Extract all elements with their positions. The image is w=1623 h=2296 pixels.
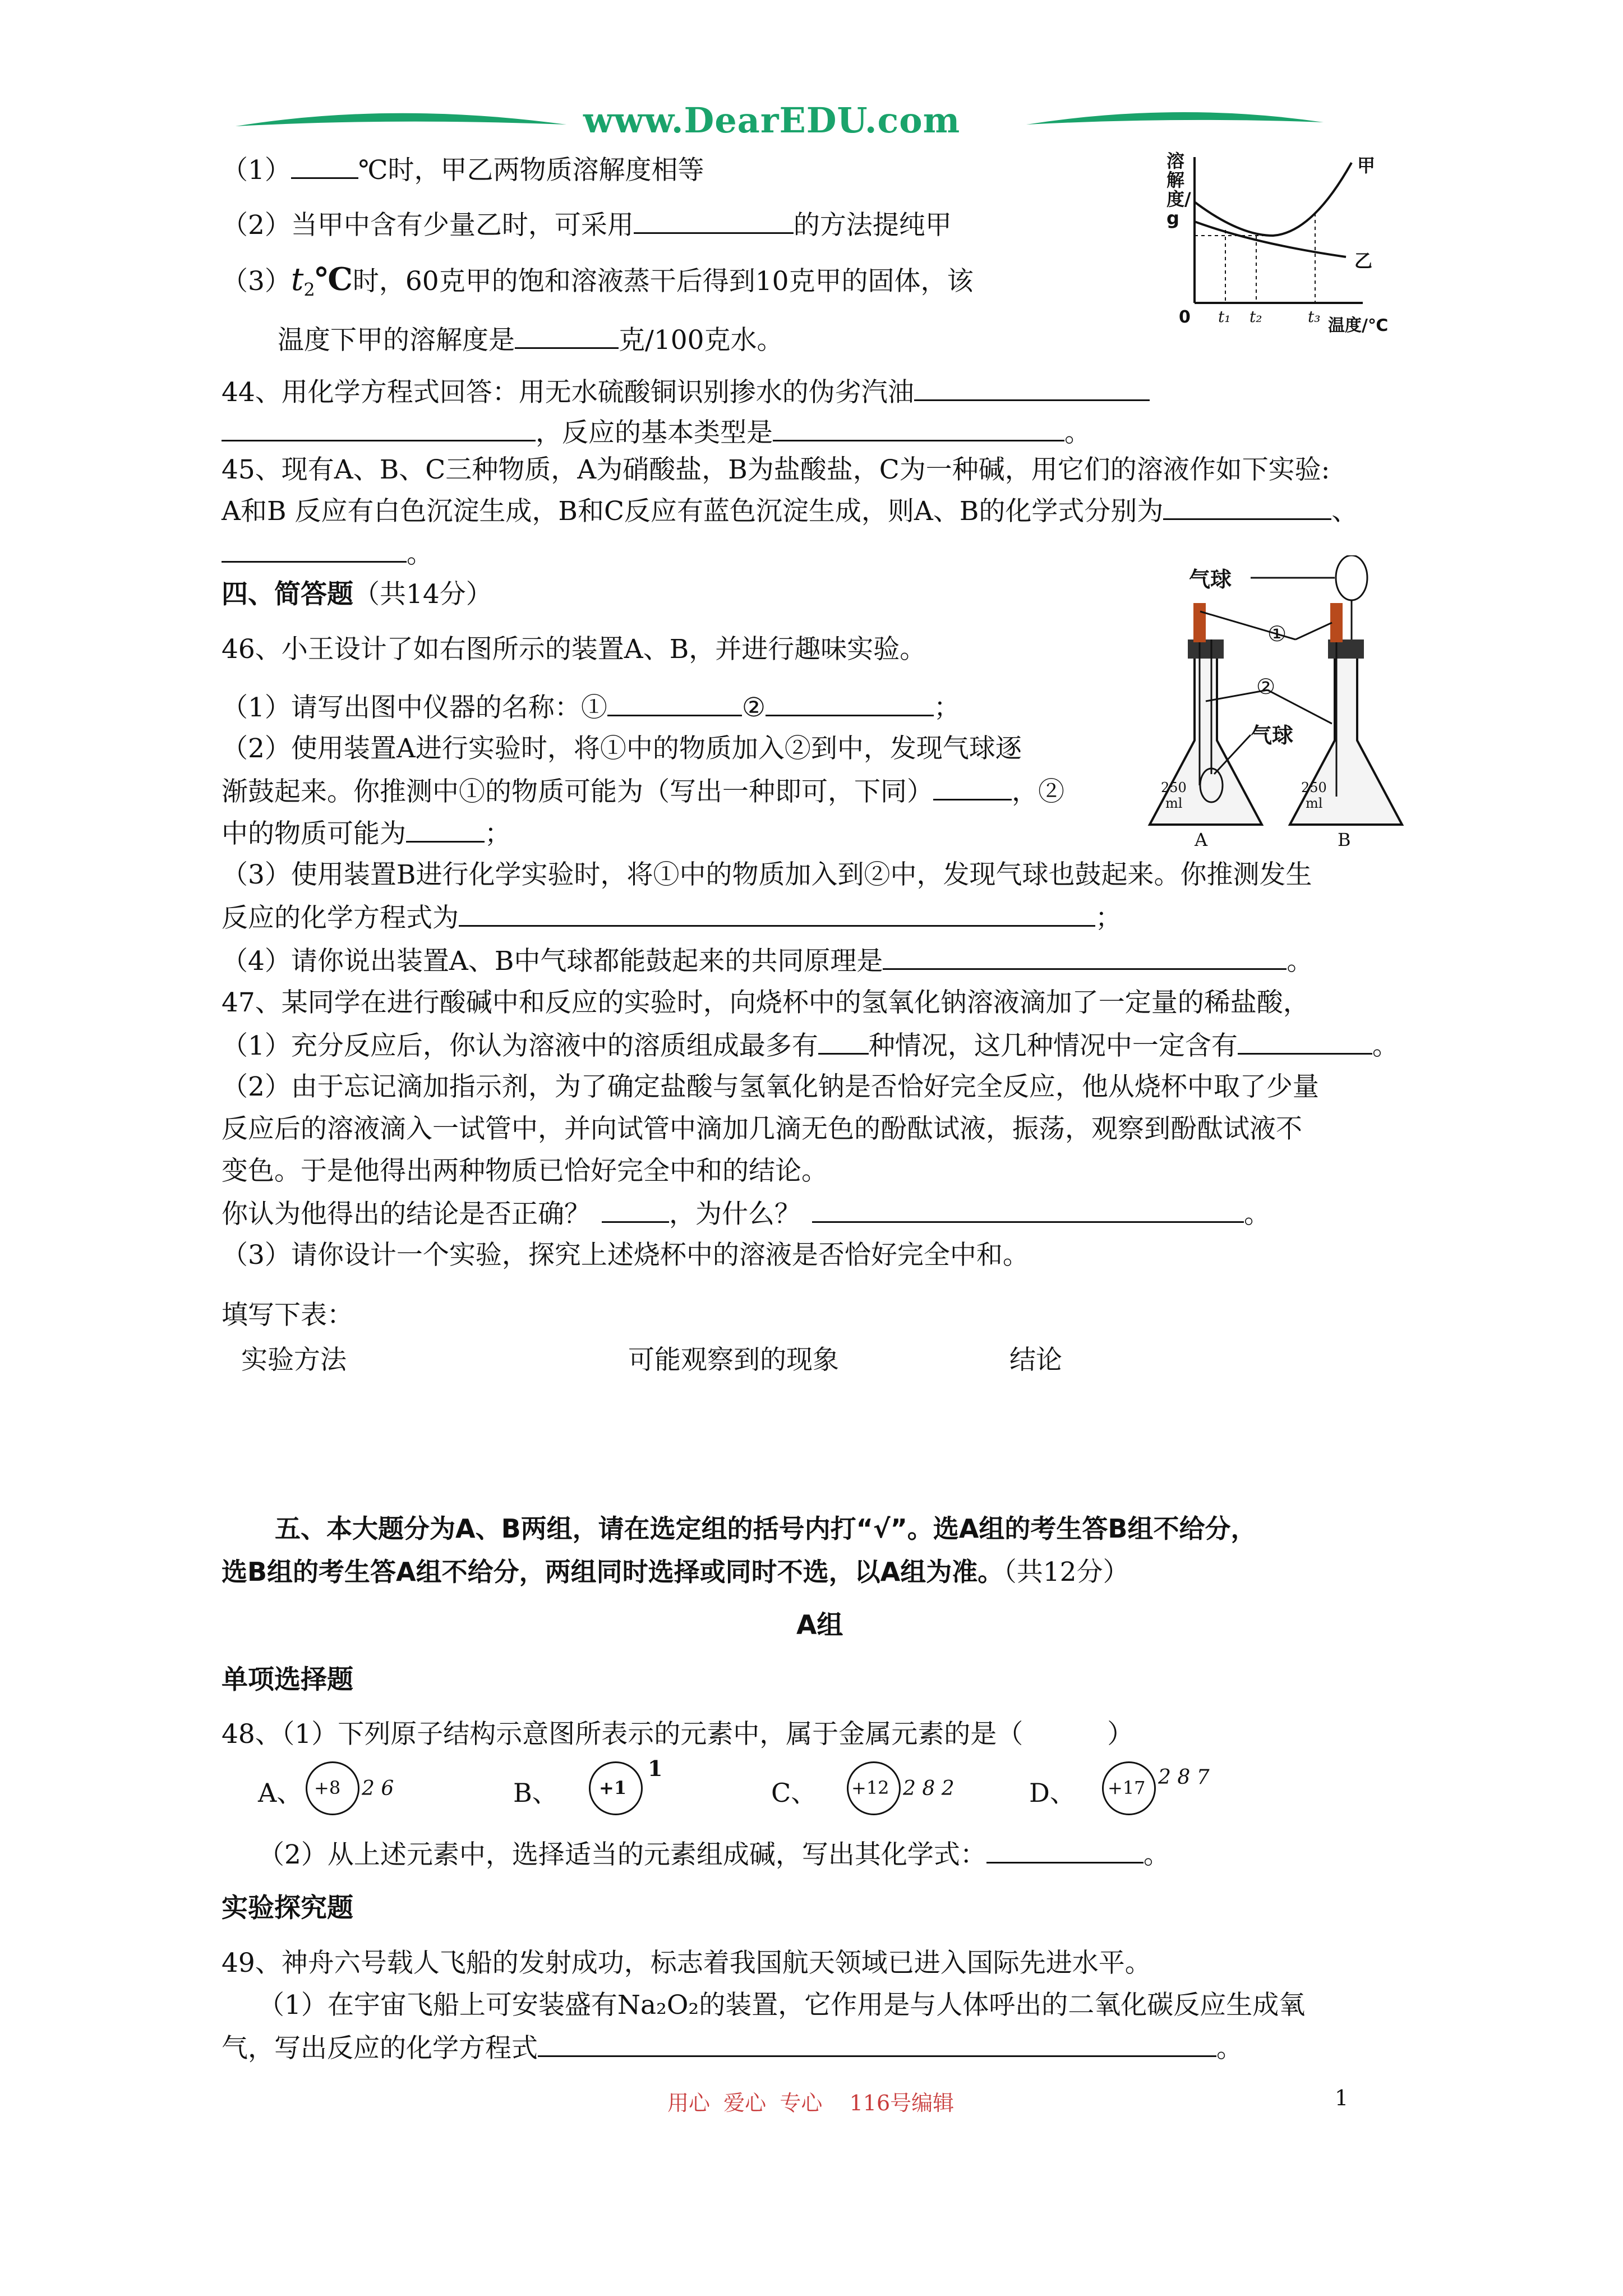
single-choice-title: 单项选择题	[222, 1664, 353, 1695]
q47-col-conclusion: 结论	[1009, 1345, 1062, 1375]
q46-part3b	[222, 900, 1122, 935]
q43-part1-prefix: （1）	[222, 155, 291, 186]
q48-part2-end: 。	[1143, 1839, 1170, 1870]
q47-part2d-text: 你认为他得出的结论是否正确？	[222, 1199, 591, 1230]
q47-part2d-mid: ，为什么？	[669, 1199, 801, 1230]
q45-line1: 45、现有A、B、C三种物质，A为硝酸盐，B为盐酸盐，C为一种碱，用它们的溶液作如下实验:	[222, 454, 1330, 485]
option-c-nucleus: +12	[851, 1777, 889, 1798]
q45-blank1[interactable]	[1163, 494, 1331, 520]
q45-line3	[222, 536, 433, 571]
q43-part1	[222, 153, 704, 187]
curve-yi	[1195, 222, 1346, 257]
q46-part1	[222, 690, 960, 725]
label-circ1: ①	[1267, 622, 1287, 646]
q43-blank1[interactable]	[291, 153, 358, 179]
q47-part3: （3）请你设计一个实验，探究上述烧杯中的溶液是否恰好完全中和。	[222, 1240, 1029, 1271]
solubility-chart	[1166, 151, 1402, 342]
q43-part4	[278, 323, 783, 357]
chart-label-yi: 乙	[1354, 250, 1373, 272]
q47-blank2[interactable]	[1238, 1028, 1372, 1055]
q49-intro: 49、神舟六号载人飞船的发射成功，标志着我国航天领域已进入国际先进水平。	[222, 1948, 1151, 1978]
explore-title: 实验探究题	[222, 1893, 353, 1924]
q46-part3b-end: ；	[1095, 903, 1122, 933]
flask-b-unit: ml	[1306, 795, 1323, 811]
option-b-letter[interactable]: B、	[513, 1778, 558, 1808]
q43-part2-text: （2）当甲中含有少量乙时，可采用	[222, 210, 634, 241]
q44-end: 。	[1064, 417, 1091, 448]
q46-part4-end: 。	[1287, 946, 1313, 977]
option-a-shells: 2 6	[362, 1777, 394, 1800]
q47-blank1[interactable]	[818, 1028, 869, 1055]
q46-part4	[222, 944, 1313, 978]
q43-blank2[interactable]	[634, 208, 794, 234]
q47-part2a: （2）由于忘记滴加指示剂，为了确定盐酸与氢氧化钠是否恰好完全反应，他从烧杯中取了少量	[222, 1071, 1319, 1102]
q49-part1b-text: 气，写出反应的化学方程式	[222, 2033, 538, 2064]
q47-blank4[interactable]	[812, 1197, 1244, 1223]
section4-score: （共14分）	[353, 579, 492, 610]
footer-text: 用心 爱心 专心 116号编辑	[667, 2091, 955, 2115]
q48-part2	[258, 1837, 1170, 1872]
q44-line2	[222, 415, 1091, 450]
q44-blank1[interactable]	[914, 375, 1150, 401]
q48-stem	[222, 1718, 1133, 1751]
dropper-a-bulb	[1193, 603, 1206, 642]
q46-part2b	[222, 774, 1064, 809]
option-c-shells: 2 8 2	[903, 1777, 955, 1800]
q44-blank2[interactable]	[222, 415, 536, 441]
q43-part4-text: 温度下甲的溶解度是	[278, 325, 515, 356]
q47-part2d-end: 。	[1244, 1199, 1270, 1230]
q46-part2a: （2）使用装置A进行实验时，将①中的物质加入②到中，发现气球逐	[222, 733, 1022, 764]
q46-blank5[interactable]	[459, 900, 1095, 927]
apparatus-svg	[1138, 555, 1430, 858]
q47-part2b: 反应后的溶液滴入一试管中，并向试管中滴加几滴无色的酚酞试液，振荡，观察到酚酞试液不	[222, 1114, 1302, 1144]
section5-line2	[222, 1555, 1129, 1589]
q47-col-phenomenon: 可能观察到的现象	[628, 1345, 839, 1375]
q43-blank3[interactable]	[515, 323, 619, 349]
q46-part2c-end: ；	[485, 818, 511, 849]
q46-part2b-end: ，②	[1012, 776, 1064, 807]
q48-part2-text: （2）从上述元素中，选择适当的元素组成碱，写出其化学式：	[258, 1839, 986, 1870]
celsius-unit: ℃	[315, 261, 353, 298]
q46-part4-text: （4）请你说出装置A、B中气球都能鼓起来的共同原理是	[222, 946, 883, 977]
q46-intro: 46、小王设计了如右图所示的装置A、B，并进行趣味实验。	[222, 634, 926, 665]
q46-part3b-text: 反应的化学方程式为	[222, 903, 459, 933]
q47-part2c: 变色。于是他得出两种物质已恰好完全中和的结论。	[222, 1156, 828, 1186]
q47-fill: 填写下表：	[222, 1300, 353, 1331]
page-number: 1	[1335, 2086, 1349, 2110]
chart-ylabel: 溶解度/g	[1166, 150, 1191, 229]
option-a-letter[interactable]: A、	[258, 1778, 303, 1808]
q48-stem-text: 48、（1）下列原子结构示意图所表示的元素中，属于金属元素的是（	[222, 1719, 1023, 1750]
q46-blank4[interactable]	[406, 816, 485, 843]
chart-tick-t2: t₂	[1249, 307, 1262, 326]
q43-part1-text: ℃时，甲乙两物质溶解度相等	[358, 155, 704, 186]
label-a: A	[1195, 829, 1208, 850]
q49-part1b	[222, 2031, 1243, 2065]
q45-line2	[222, 494, 1358, 528]
site-name: www.DearEDU.com	[583, 100, 961, 141]
option-d-nucleus: +17	[1108, 1777, 1146, 1798]
q48-options	[258, 1756, 1267, 1829]
q44-text: 44、用化学方程式回答：用无水硫酸铜识别掺水的伪劣汽油	[222, 377, 914, 408]
q46-blank1[interactable]	[607, 690, 742, 716]
q48-answer-slot[interactable]	[1023, 1718, 1107, 1743]
q43-part3-prefix: （3）	[222, 266, 291, 297]
q44-blank3[interactable]	[773, 415, 1064, 441]
q48-close-paren: ）	[1107, 1719, 1134, 1750]
apparatus-figure	[1138, 555, 1430, 858]
q43-part3-text: 时，60克甲的饱和溶液蒸干后得到10克甲的固体，该	[352, 266, 974, 297]
option-d-shells: 2 8 7	[1158, 1766, 1210, 1789]
label-b: B	[1338, 829, 1351, 850]
q46-part1-text: （1）请写出图中仪器的名称：①	[222, 692, 607, 723]
q49-part1b-end: 。	[1216, 2033, 1243, 2064]
q45-end: 。	[407, 539, 433, 569]
dropper-b-bulb	[1330, 603, 1343, 642]
q46-circle2: ②	[741, 692, 766, 723]
option-b-shells: 1	[648, 1756, 663, 1781]
q46-blank2[interactable]	[766, 690, 934, 716]
q43-part2-suffix: 的方法提纯甲	[793, 210, 952, 241]
q43-part2	[222, 208, 952, 242]
option-b-nucleus: +1	[599, 1777, 627, 1798]
temperature-symbol: t	[291, 261, 304, 298]
flask-b-stopper	[1328, 639, 1364, 659]
section4-title: 四、简答题	[222, 579, 353, 610]
q47-part1-text: （1）充分反应后，你认为溶液中的溶质组成最多有	[222, 1030, 818, 1061]
q44-type-text: ，反应的基本类型是	[536, 417, 773, 448]
chart-xlabel: 温度/℃	[1328, 316, 1389, 335]
label-balloon2: 气球	[1251, 723, 1294, 748]
q46-blank3[interactable]	[933, 774, 1012, 800]
q47-intro: 47、某同学在进行酸碱中和反应的实验时，向烧杯中的氢氧化钠溶液滴加了一定量的稀盐酸，	[222, 987, 1310, 1018]
flask-b-volume: 250	[1301, 780, 1327, 795]
q45-sep: 、	[1331, 496, 1358, 527]
section4-heading	[222, 578, 492, 611]
chart-origin: 0	[1179, 307, 1191, 327]
q43-part3	[222, 263, 974, 306]
flask-a-stopper	[1188, 639, 1224, 659]
q46-part1-end: ；	[934, 692, 961, 723]
q46-part2b-text: 渐鼓起来。你推测中①的物质可能为（写出一种即可，下同）	[222, 776, 933, 807]
q47-part1-end: 。	[1372, 1030, 1399, 1061]
section5-line1: 五、本大题分为A、B两组，请在选定组的括号内打“√”。选A组的考生答B组不给分，	[275, 1513, 1257, 1544]
q45-blank2[interactable]	[222, 536, 407, 563]
chart-label-jia: 甲	[1357, 155, 1376, 176]
curve-jia	[1195, 163, 1352, 236]
label-circ2: ②	[1256, 674, 1276, 699]
q46-blank6[interactable]	[883, 944, 1287, 970]
q43-part4-suffix: 克/100克水。	[619, 325, 783, 356]
q46-part2c	[222, 816, 511, 851]
group-a-title: A组	[796, 1610, 843, 1641]
q46-part2c-text: 中的物质可能为	[222, 818, 406, 849]
chart-tick-t3: t₃	[1308, 307, 1321, 326]
temperature-subscript: 2	[303, 279, 315, 301]
q46-part3a: （3）使用装置B进行化学实验时，将①中的物质加入到②中，发现气球也鼓起来。你推测发生	[222, 859, 1312, 890]
section5-score: （共12分）	[1003, 1557, 1129, 1588]
pointer-circ1-b	[1295, 623, 1332, 639]
flask-a-unit: ml	[1165, 795, 1183, 811]
flask-a-volume: 250	[1161, 780, 1187, 795]
chart-tick-t1: t₁	[1218, 307, 1231, 326]
q44-line1	[222, 375, 1150, 409]
label-balloon: 气球	[1189, 567, 1232, 592]
q47-part1-mid: 种情况，这几种情况中一定含有	[868, 1030, 1238, 1061]
q47-col-method: 实验方法	[241, 1345, 347, 1375]
q49-part1a: （1）在宇宙飞船上可安装盛有Na₂O₂的装置，它作用是与人体呼出的二氧化碳反应生成氧	[258, 1990, 1306, 2021]
q47-blank3[interactable]	[602, 1197, 669, 1223]
balloon-b	[1336, 555, 1367, 600]
q48-blank[interactable]	[986, 1837, 1144, 1864]
q47-part2d	[222, 1197, 1270, 1231]
q47-part1	[222, 1028, 1399, 1063]
option-a-nucleus: +8	[314, 1777, 341, 1798]
option-c-letter[interactable]: C、	[771, 1778, 817, 1808]
q45-text: A和B 反应有白色沉淀生成，B和C反应有蓝色沉淀生成，则A、B的化学式分别为	[222, 496, 1164, 527]
section5-line2-text: 选B组的考生答A组不给分，两组同时选择或同时不选，以A组为准。	[222, 1557, 1004, 1587]
q49-blank[interactable]	[538, 2031, 1216, 2057]
option-d-letter[interactable]: D、	[1029, 1778, 1076, 1808]
